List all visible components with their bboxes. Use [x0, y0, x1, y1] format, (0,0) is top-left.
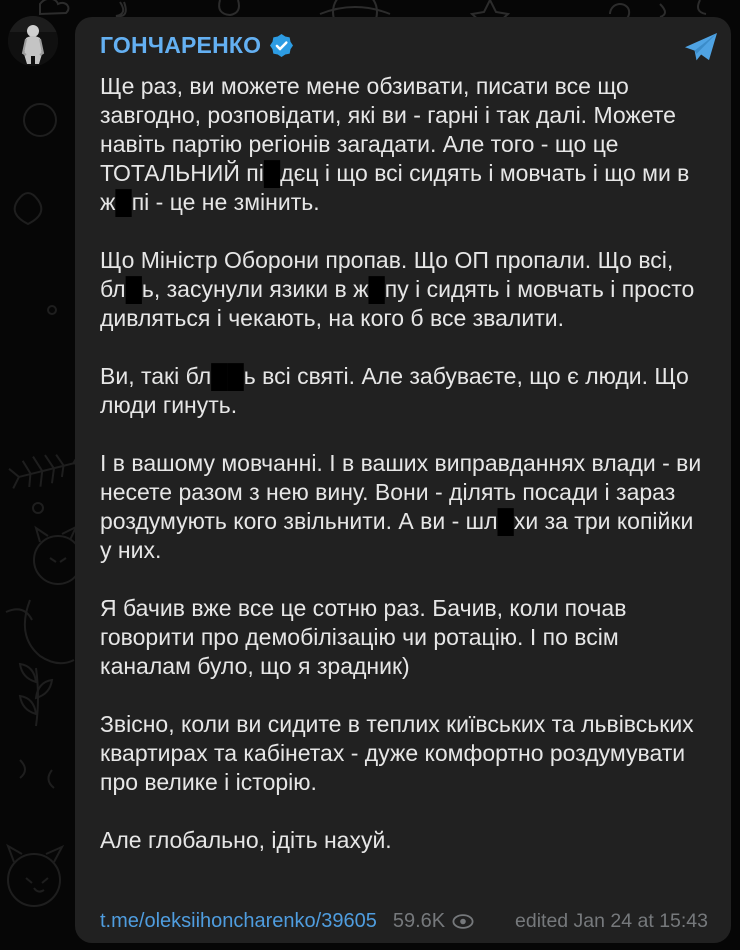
post-link[interactable]: t.me/oleksiihoncharenko/39605: [100, 910, 377, 932]
doodle-circle-icon: [24, 104, 56, 136]
message-header: [100, 30, 706, 60]
avatar-person-silhouette: [8, 16, 58, 66]
doodle-cat-icon: [6, 527, 82, 663]
edited-timestamp: edited Jan 24 at 15:43: [515, 910, 708, 932]
doodle-dot-icon: [48, 306, 56, 314]
message-paragraph: Я бачив вже все це сотню раз. Бачив, коли почав говорити про демобілізацію чи ротацію. І по всім каналам було, що я зрадник): [100, 595, 627, 679]
telegram-share-plane-icon[interactable]: [684, 32, 718, 64]
doodle-heart-icon: [15, 193, 42, 224]
message-paragraph: Ще раз, ви можете мене обзивати, писати все що завгодно, розповідати, які ви - гарні і так далі. Можете навіть партію регіонів загадати. Але того - що це ТОТАЛЬНИЙ пі█дєц і що всі сидять і мовчать і що ми в ж█пі - це не змінить.: [100, 73, 690, 215]
channel-name[interactable]: ГОНЧАРЕНКО: [100, 31, 262, 58]
doodle-dot-icon: [33, 503, 43, 513]
eye-icon: [452, 914, 474, 929]
message-footer: [100, 910, 708, 933]
message-bubble: [75, 17, 731, 943]
view-count-value: 59.6K: [392, 910, 446, 932]
doodle-plant-icon: [20, 664, 52, 726]
doodle-squiggle-icon: [20, 760, 54, 788]
doodle-cat-face-icon: [8, 846, 62, 906]
channel-avatar[interactable]: [8, 16, 58, 66]
message-paragraph: Ви, такі бл██ь всі святі. Але забуваєте, що є люди. Що люди гинуть.: [100, 363, 689, 418]
doodle-ring-icon: [320, 7, 390, 14]
doodle-squiggle-icon: [116, 2, 126, 16]
doodle-sparks-icon: [660, 0, 706, 17]
verified-badge-icon: [270, 34, 293, 57]
message-paragraph: Що Міністр Оборони пропав. Що ОП пропали. Що всі, бл█ь, засунули язики в ж█пу і сидять і мовчать і просто дивляться і чекають, на кого б все звалити.: [100, 247, 695, 331]
message-text: [100, 72, 706, 855]
message-paragraph: Звісно, коли ви сидите в теплих київських та львівських квартирах та кабінетах - дуже комфортно роздумувати про велике і історію.: [100, 711, 694, 795]
doodle-arc-icon: [219, 0, 239, 15]
view-count: [393, 910, 474, 933]
message-paragraph: Але глобально, ідіть нахуй.: [100, 827, 392, 853]
doodle-cloud-icon: [40, 0, 68, 14]
message-paragraph: І в вашому мовчанні. І в ваших виправданнях влади - ви несете разом з нею вину. Вони - ділять посади і зараз роздумують кого звільнити. А ви - шл█хи за три копійки у них.: [100, 450, 702, 563]
